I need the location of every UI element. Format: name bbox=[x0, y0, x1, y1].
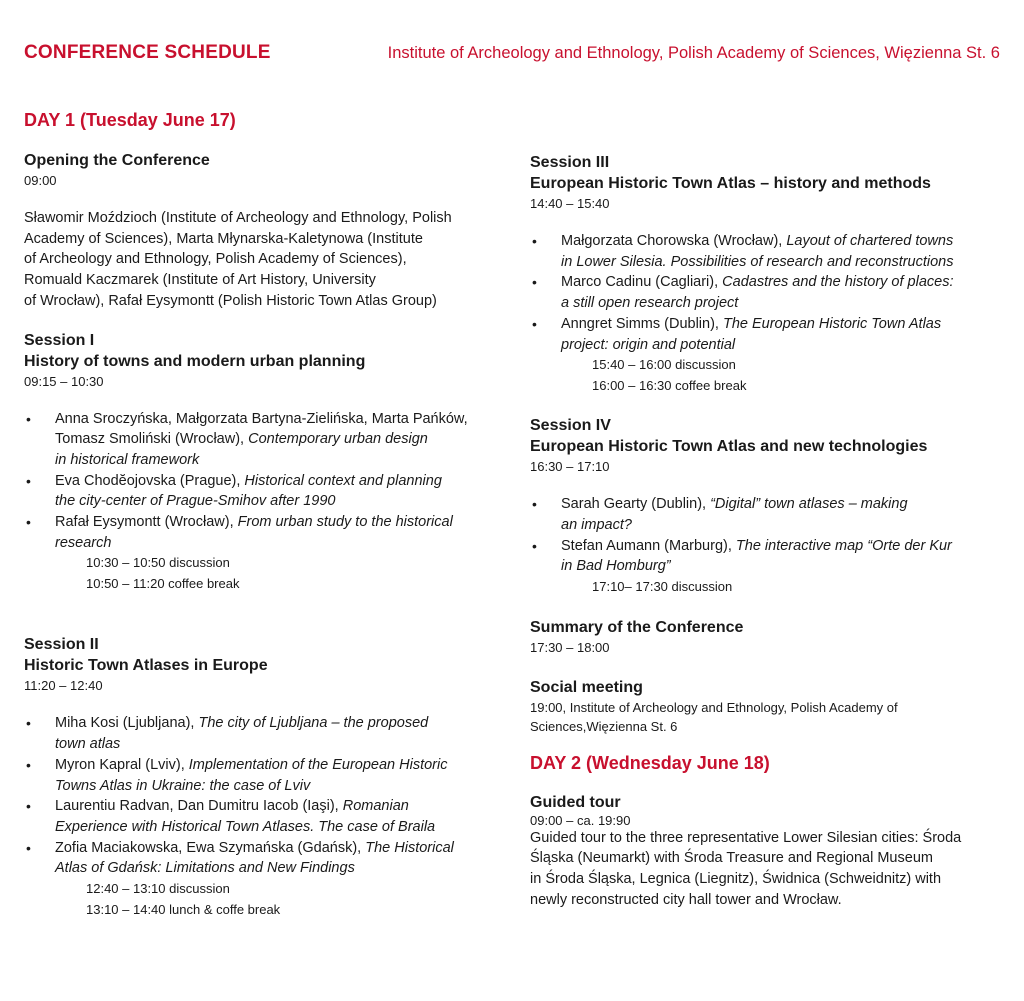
break-item: 12:40 – 13:10 discussion bbox=[86, 881, 230, 897]
session3-title: European Historic Town Atlas – history and methods bbox=[530, 175, 931, 192]
session1-title: History of towns and modern urban planning bbox=[24, 352, 366, 370]
session4-label: Session IV bbox=[530, 417, 611, 435]
list-item: • Zofia Maciakowska, Ewa Szymańska (Gdańsk), The Historical Atlas of Gdańsk: Limitations and New Findings bbox=[24, 838, 496, 879]
day1-heading: DAY 1 (Tuesday June 17) bbox=[24, 110, 236, 130]
list-item: • Miha Kosi (Ljubljana), The city of Ljubljana – the proposed town atlas bbox=[24, 713, 496, 754]
social-block bbox=[530, 677, 1004, 736]
social-details: 19:00, Institute of Archeology and Ethnology, Polish Academy of Sciences,Więzienna St. 6 bbox=[530, 699, 898, 734]
opening-title: Opening the Conference bbox=[24, 152, 210, 169]
session1-block bbox=[24, 330, 496, 595]
session1-talks bbox=[24, 409, 496, 554]
break-item: 17:10– 17:30 discussion bbox=[592, 579, 733, 595]
session2-block bbox=[24, 634, 496, 920]
summary-block bbox=[530, 617, 1004, 657]
session3-block bbox=[530, 152, 1004, 396]
session2-breaks bbox=[24, 879, 496, 920]
summary-time: 17:30 – 18:00 bbox=[530, 639, 610, 655]
session2-time: 11:20 – 12:40 bbox=[24, 678, 103, 694]
session2-title: Historic Town Atlases in Europe bbox=[24, 657, 268, 675]
list-item: • Laurentiu Radvan, Dan Dumitru Iacob (Iaşi), Romanian Experience with Historical Town Atlases. The case of Braila bbox=[24, 796, 496, 837]
list-item: • Myron Kapral (Lviv), Implementation of the European Historic Towns Atlas in Ukraine: the case of Lviv bbox=[24, 755, 496, 796]
document-title: CONFERENCE SCHEDULE bbox=[24, 42, 271, 63]
tour-block bbox=[530, 792, 1004, 911]
venue-line: Institute of Archeology and Ethnology, Polish Academy of Sciences, Więzienna St. 6 bbox=[387, 44, 1000, 62]
session4-time: 16:30 – 17:10 bbox=[530, 459, 610, 475]
break-item: 10:50 – 11:20 coffee break bbox=[86, 575, 240, 591]
break-item: 15:40 – 16:00 discussion bbox=[592, 357, 736, 373]
list-item: • Eva Chodĕojovska (Prague), Historical context and planning the city-center of Prague-Smihov after 1990 bbox=[24, 471, 496, 512]
opening-line: Sławomir Moździoch (Institute of Archeology and Ethnology, Polish bbox=[24, 210, 452, 226]
list-item: • Anngret Simms (Dublin), The European Historic Town Atlas project: origin and potential bbox=[530, 314, 1004, 355]
day2-heading: DAY 2 (Wednesday June 18) bbox=[530, 752, 770, 773]
session2-label: Session II bbox=[24, 636, 99, 654]
session4-breaks bbox=[530, 577, 1004, 598]
left-column bbox=[24, 110, 496, 920]
session3-talks bbox=[530, 231, 1004, 355]
session3-label: Session III bbox=[530, 154, 610, 171]
opening-line: of Wrocław), Rafał Eysymontt (Polish Historic Town Atlas Group) bbox=[24, 292, 437, 309]
tour-description: Guided tour to the three representative Lower Silesian cities: Środa Śląska (Neumarkt) with Środa Treasure and Regional Museum in Środa Śląska, Legnica (Liegnitz), Świdnica (Schweidnitz) with newly reconstructed city hall tower and Wrocław. bbox=[530, 829, 962, 908]
list-item: • Rafał Eysymontt (Wrocław), From urban study to the historical research bbox=[24, 512, 496, 553]
opening-block bbox=[24, 150, 496, 312]
list-item: • Sarah Gearty (Dublin), “Digital” town atlases – making an impact? bbox=[530, 494, 1004, 535]
tour-title: Guided tour bbox=[530, 793, 621, 811]
session1-label: Session I bbox=[24, 331, 95, 349]
opening-line: Romuald Kaczmarek (Institute of Art History, University bbox=[24, 272, 376, 289]
opening-line: Academy of Sciences), Marta Młynarska-Kaletynowa (Institute bbox=[24, 230, 423, 247]
break-item: 13:10 – 14:40 lunch & coffe break bbox=[86, 901, 281, 917]
opening-line: of Archeology and Ethnology, Polish Academy of Sciences), bbox=[24, 251, 407, 268]
opening-time: 09:00 bbox=[24, 173, 57, 188]
opening-speakers bbox=[24, 208, 496, 312]
summary-title: Summary of the Conference bbox=[530, 618, 744, 636]
list-item: • Anna Sroczyńska, Małgorzata Bartyna-Zielińska, Marta Pańków, Tomasz Smoliński (Wrocław), Contemporary urban design in historical framework bbox=[24, 409, 496, 471]
session1-time: 09:15 – 10:30 bbox=[24, 373, 104, 389]
session3-breaks bbox=[530, 355, 1004, 396]
list-item: • Małgorzata Chorowska (Wrocław), Layout of chartered towns in Lower Silesia. Possibilities of research and reconstructions bbox=[530, 231, 1004, 272]
social-title: Social meeting bbox=[530, 678, 643, 696]
session3-time: 14:40 – 15:40 bbox=[530, 196, 610, 211]
break-item: 16:00 – 16:30 coffee break bbox=[592, 377, 747, 393]
session2-talks bbox=[24, 713, 496, 879]
right-column bbox=[530, 152, 1004, 910]
tour-time: 09:00 – ca. 19:90 bbox=[530, 812, 631, 828]
list-item: • Marco Cadinu (Cagliari), Cadastres and the history of places: a still open research project bbox=[530, 272, 1004, 313]
break-item: 10:30 – 10:50 discussion bbox=[86, 555, 230, 571]
session4-block bbox=[530, 415, 1004, 597]
list-item: • Stefan Aumann (Marburg), The interactive map “Orte der Kur in Bad Homburg” bbox=[530, 536, 1004, 577]
session4-talks bbox=[530, 494, 1004, 577]
session4-title: European Historic Town Atlas and new technologies bbox=[530, 438, 928, 456]
session1-breaks bbox=[24, 553, 496, 594]
